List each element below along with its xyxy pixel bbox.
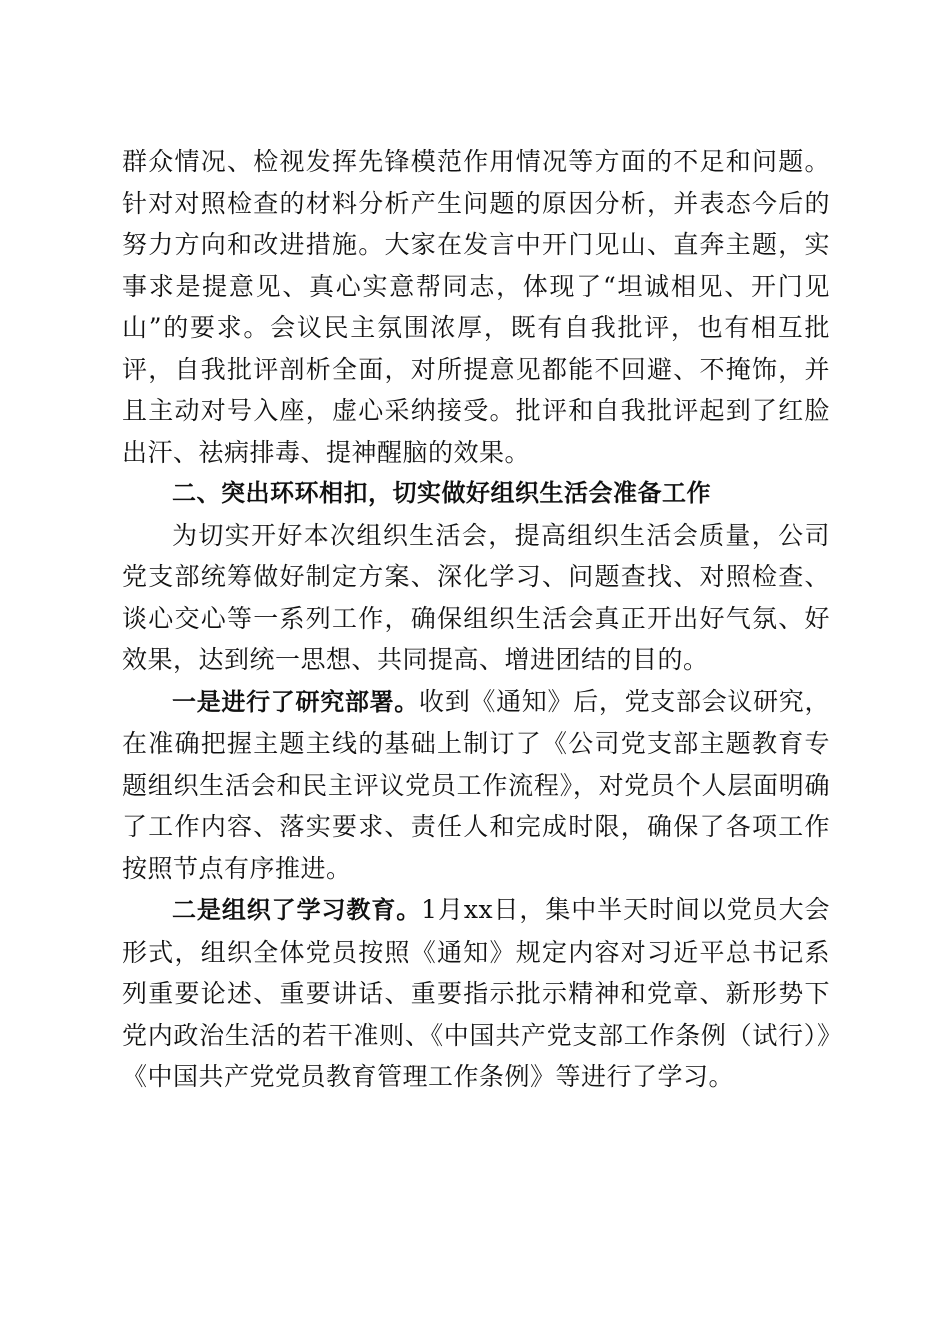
- item-one-paragraph: [122, 681, 830, 890]
- section-heading: 二、突出环环相扣，切实做好组织生活会准备工作: [172, 479, 711, 507]
- item-two-body: 1月xx日，集中半天时间以党员大会形式，组织全体党员按照《通知》规定内容对习近平总书记系列重要论述、重要讲话、重要指示批示精神和党章、新形势下党内政治生活的若干准则、《中国共产党支部工作条例（试行）》《中国共产党党员教育管理工作条例》等进行了学习。: [122, 895, 830, 1091]
- document-body: [122, 141, 830, 1098]
- item-two-lead: 二是组织了学习教育。: [172, 896, 422, 924]
- item-one-body: 收到《通知》后，党支部会议研究，在准确把握主题主线的基础上制订了《公司党支部主题教育专题组织生活会和民主评议党员工作流程》，对党员个人层面明确了工作内容、落实要求、责任人和完成时限，确保了各项工作按照节点有序推进。: [122, 686, 830, 883]
- item-two-paragraph: [122, 889, 830, 1098]
- continued-paragraph: 群众情况、检视发挥先锋模范作用情况等方面的不足和问题。针对对照检查的材料分析产生问题的原因分析，并表态今后的努力方向和改进措施。大家在发言中开门见山、直奔主题，实事求是提意见、真心实意帮同志，体现了“坦诚相见、开门见山”的要求。会议民主氛围浓厚，既有自我批评，也有相互批评，自我批评剖析全面，对所提意见都能不回避、不掩饰，并且主动对号入座，虚心采纳接受。批评和自我批评起到了红脸出汗、祛病排毒、提神醒脑的效果。: [122, 147, 830, 467]
- intro-paragraph: 为切实开好本次组织生活会，提高组织生活会质量，公司党支部统筹做好制定方案、深化学习、问题查找、对照检查、谈心交心等一系列工作，确保组织生活会真正开出好气氛、好效果，达到统一思想、共同提高、增进团结的目的。: [122, 520, 830, 674]
- item-one-lead: 一是进行了研究部署。: [172, 687, 419, 716]
